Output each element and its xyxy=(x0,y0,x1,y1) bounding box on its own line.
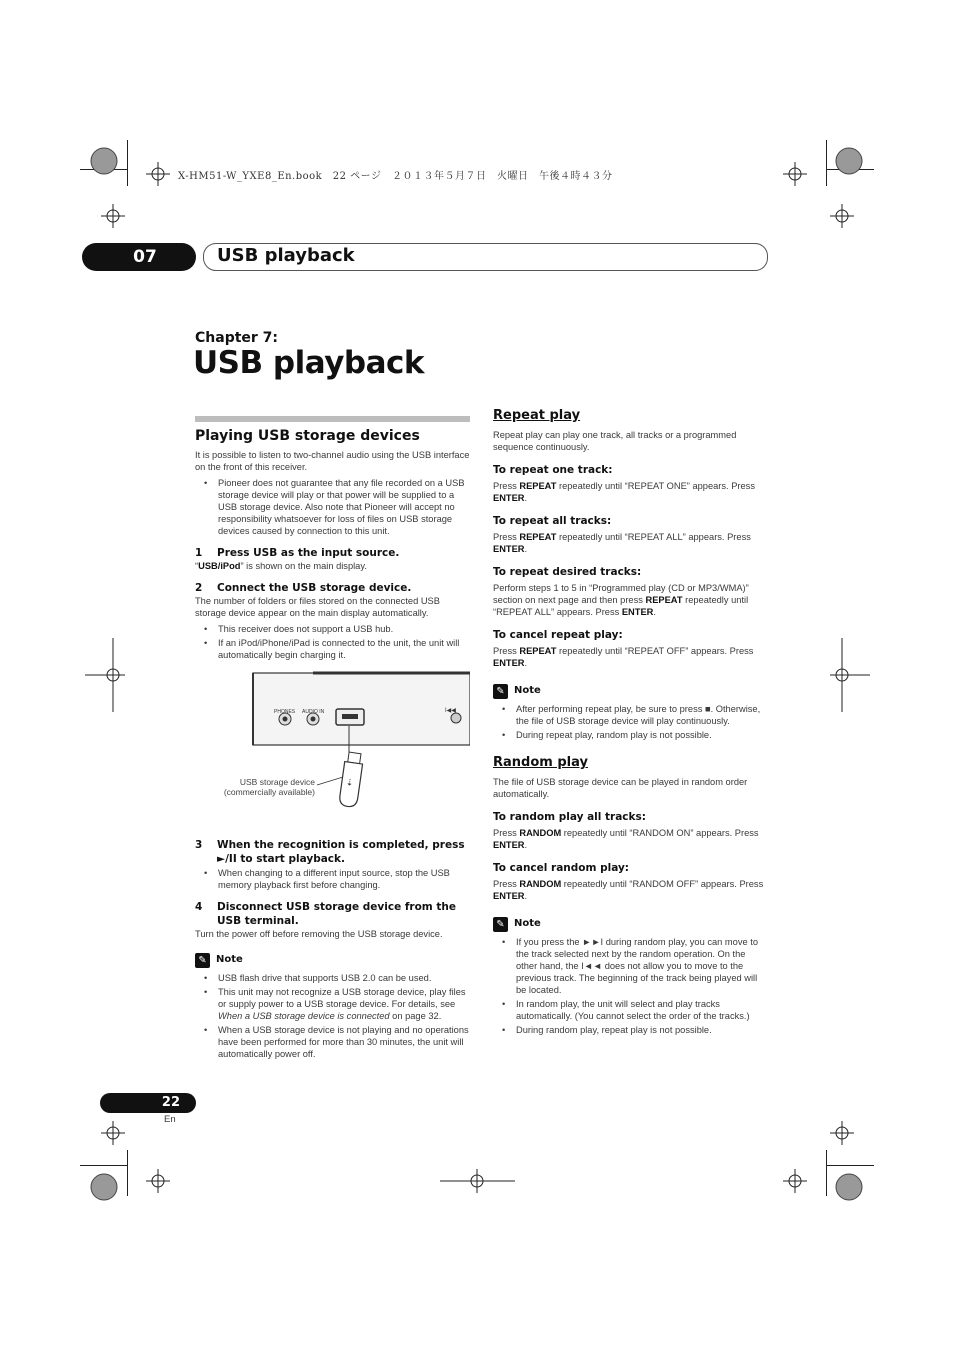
section-divider xyxy=(195,416,470,422)
registration-target-icon xyxy=(783,1169,807,1193)
repeat-cancel-title: To cancel repeat play: xyxy=(493,629,623,641)
registration-target-icon xyxy=(101,204,125,228)
repeat-desired-text: Perform steps 1 to 5 in “Programmed play (CD or MP3/WMA)” section on next page and then press REPEAT repeatedly until “REPEAT ALL” appears. Press ENTER. xyxy=(493,583,749,617)
registration-target-icon xyxy=(830,1121,854,1145)
registration-target-icon xyxy=(440,1169,515,1193)
chapter-label: Chapter 7: xyxy=(195,330,279,346)
repeat-one-title: To repeat one track: xyxy=(493,464,613,476)
usb-flash-drive-icon xyxy=(339,752,364,808)
registration-target-icon xyxy=(830,638,870,712)
receiver-front-panel-illustration xyxy=(195,669,470,829)
registration-target-icon xyxy=(146,1169,170,1193)
random-cancel-text: Press RANDOM repeatedly until “RANDOM OFF” appears. Press ENTER. xyxy=(493,879,764,901)
repeat-one-text: Press REPEAT repeatedly until “REPEAT ONE” appears. Press ENTER. xyxy=(493,481,755,503)
list-item: • Pioneer does not guarantee that any file recorded on a USB storage device will play or that power will be supplied to a USB storage device. Also note that Pioneer will accept no responsibility whatsoever for loss of files on USB storage devices caused by connection to this unit. xyxy=(195,477,470,537)
note-header: ✎ Note xyxy=(195,952,470,968)
random-cancel-title: To cancel random play: xyxy=(493,862,630,874)
registration-target-icon xyxy=(85,638,125,712)
registration-target-icon xyxy=(783,162,807,186)
right-column xyxy=(493,408,768,1038)
intro-bullets xyxy=(195,477,470,537)
list-item: • In random play, the unit will select and play tracks automatically. (You cannot select the order of the tracks.) xyxy=(493,998,768,1022)
note-header: ✎ Note xyxy=(493,916,768,932)
list-item: • If you press the ►►I during random play, you can move to the track selected next by the random operation. On the other hand, the I◄◄ does not allow you to move to the previous track. The beginning of the track being played will be located. xyxy=(493,936,768,996)
skip-back-label: I◀◀ xyxy=(445,708,456,714)
step-3-bullets xyxy=(195,867,470,891)
page-number-badge: 22 xyxy=(100,1093,196,1113)
phones-label: PHONES xyxy=(274,709,296,715)
list-item: • If an iPod/iPhone/iPad is connected to the unit, the unit will automatically begin charging it. xyxy=(195,637,470,661)
page-language: En xyxy=(164,1114,176,1125)
repeat-cancel-text: Press REPEAT repeatedly until “REPEAT OFF” appears. Press ENTER. xyxy=(493,646,754,668)
chapter-tab-title: USB playback xyxy=(217,245,355,266)
registration-target-icon xyxy=(146,162,170,186)
repeat-all-text: Press REPEAT repeatedly until “REPEAT ALL” appears. Press ENTER. xyxy=(493,532,751,554)
random-play-heading: Random play xyxy=(493,755,588,770)
step-4-title: 4 Disconnect USB storage device from the USB terminal. xyxy=(195,901,457,927)
repeat-play-heading: Repeat play xyxy=(493,408,581,423)
chapter-title: USB playback xyxy=(193,345,425,381)
registration-target-icon xyxy=(830,204,854,228)
note-bullets xyxy=(493,936,768,1036)
list-item: • USB flash drive that supports USB 2.0 can be used. xyxy=(195,972,470,984)
repeat-all-title: To repeat all tracks: xyxy=(493,515,612,527)
list-item: • During random play, repeat play is not possible. xyxy=(493,1024,768,1036)
step-2-bullets xyxy=(195,623,470,661)
note-pencil-icon: ✎ xyxy=(493,684,508,699)
list-item: • This unit may not recognize a USB storage device, play files or supply power to a USB storage device. For details, see When a USB storage device is connected on page 32. xyxy=(195,986,470,1022)
step-2-text: The number of folders or files stored on the connected USB storage device appear on the main display automatically. xyxy=(195,596,440,618)
note-bullets xyxy=(195,972,470,1060)
step-2-title: 2 Connect the USB storage device. xyxy=(195,582,412,594)
note-pencil-icon: ✎ xyxy=(195,953,210,968)
audio-in-label: AUDIO IN xyxy=(302,709,325,715)
figure-caption: USB storage device (commercially available) xyxy=(223,777,315,797)
random-all-text: Press RANDOM repeatedly until “RANDOM ON” appears. Press ENTER. xyxy=(493,828,759,850)
step-4-text: Turn the power off before removing the USB storage device. xyxy=(195,929,443,939)
usb-connection-figure xyxy=(195,669,470,829)
list-item: • This receiver does not support a USB hub. xyxy=(195,623,470,635)
left-column xyxy=(195,416,470,1062)
chapter-number-badge: 07 xyxy=(82,243,196,271)
note-header: ✎ Note xyxy=(493,683,768,699)
registration-target-icon xyxy=(101,1121,125,1145)
step-3-title: 3 When the recognition is completed, press ►/II to start playback. xyxy=(195,839,465,865)
svg-text:⇣: ⇣ xyxy=(345,777,354,789)
print-header: X-HM51-W_YXE8_En.book 22 ページ ２０１３年５月７日 火曜日 午後４時４３分 xyxy=(178,171,613,182)
note-pencil-icon: ✎ xyxy=(493,917,508,932)
section-heading: Playing USB storage devices xyxy=(195,428,420,444)
repeat-intro: Repeat play can play one track, all tracks or a programmed sequence continuously. xyxy=(493,430,737,452)
list-item: • During repeat play, random play is not possible. xyxy=(493,729,768,741)
random-all-title: To random play all tracks: xyxy=(493,811,646,823)
intro-text: It is possible to listen to two-channel audio using the USB interface on the front of this receiver. xyxy=(195,450,470,472)
random-intro: The file of USB storage device can be played in random order automatically. xyxy=(493,777,748,799)
list-item: • When changing to a different input source, stop the USB memory playback first before changing. xyxy=(195,867,470,891)
list-item: • When a USB storage device is not playing and no operations have been performed for more than 30 minutes, the unit will automatically power off. xyxy=(195,1024,470,1060)
step-1-text: “USB/iPod” is shown on the main display. xyxy=(195,561,367,571)
list-item: • After performing repeat play, be sure to press ■. Otherwise, the file of USB storage device will play continuously. xyxy=(493,703,768,727)
repeat-desired-title: To repeat desired tracks: xyxy=(493,566,642,578)
note-bullets xyxy=(493,703,768,741)
step-1-title: 1 Press USB as the input source. xyxy=(195,547,400,559)
